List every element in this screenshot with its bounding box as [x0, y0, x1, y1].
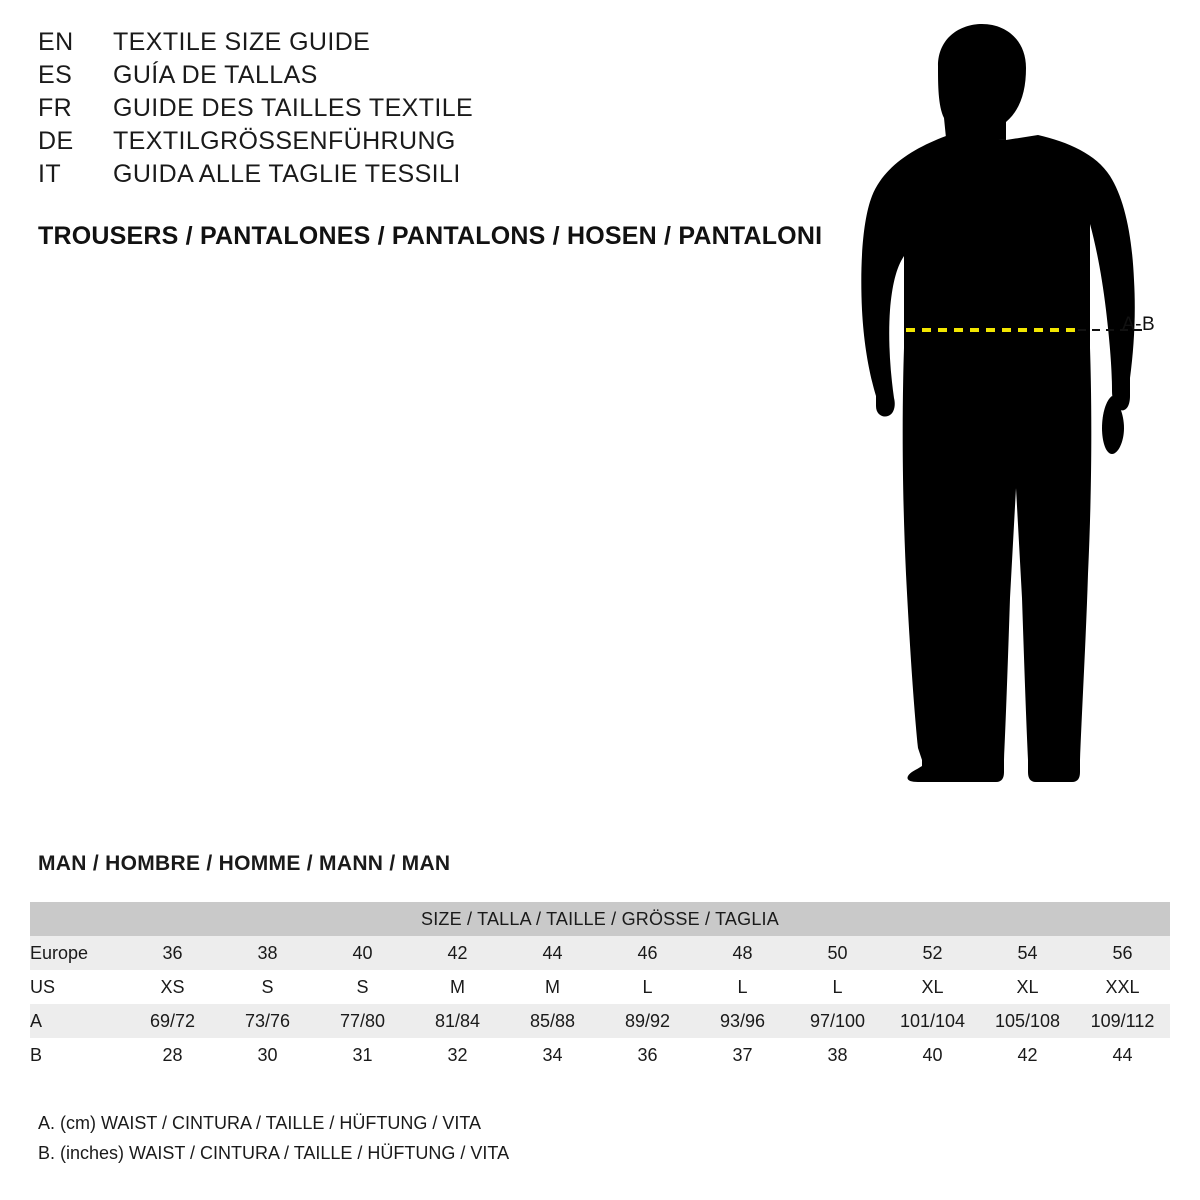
- table-cell: 36: [125, 936, 220, 970]
- table-cell: 50: [790, 936, 885, 970]
- table-cell: 36: [600, 1038, 695, 1072]
- table-cell: 89/92: [600, 1004, 695, 1038]
- table-row: [30, 936, 1170, 970]
- table-cell: 44: [1075, 1038, 1170, 1072]
- table-cell: 34: [505, 1038, 600, 1072]
- man-silhouette-icon: [810, 18, 1190, 798]
- table-cell: 42: [410, 936, 505, 970]
- table-cell: 52: [885, 936, 980, 970]
- table-cell: 46: [600, 936, 695, 970]
- figure-illustration: [810, 18, 1190, 798]
- table-cell: 30: [220, 1038, 315, 1072]
- table-cell: 73/76: [220, 1004, 315, 1038]
- row-label: B: [30, 1038, 125, 1072]
- language-code: ES: [38, 61, 73, 89]
- table-cell: 81/84: [410, 1004, 505, 1038]
- language-code: FR: [38, 94, 73, 122]
- table-row: [30, 1004, 1170, 1038]
- table-cell: L: [600, 970, 695, 1004]
- language-row: [38, 160, 798, 193]
- language-label: GUIDE DES TAILLES TEXTILE: [113, 94, 474, 122]
- table-cell: 69/72: [125, 1004, 220, 1038]
- table-cell: M: [410, 970, 505, 1004]
- table-cell: 97/100: [790, 1004, 885, 1038]
- table-cell: 77/80: [315, 1004, 410, 1038]
- language-row: [38, 28, 798, 61]
- table-cell: 38: [790, 1038, 885, 1072]
- table-cell: 44: [505, 936, 600, 970]
- table-cell: M: [505, 970, 600, 1004]
- table-cell: 28: [125, 1038, 220, 1072]
- table-cell: 38: [220, 936, 315, 970]
- section-title-man: MAN / HOMBRE / HOMME / MANN / MAN: [38, 852, 451, 875]
- size-table-wrapper: [30, 902, 1170, 1072]
- language-label: GUÍA DE TALLAS: [113, 61, 318, 89]
- language-code: IT: [38, 160, 62, 188]
- language-code: DE: [38, 127, 74, 155]
- table-row: [30, 970, 1170, 1004]
- table-cell: XS: [125, 970, 220, 1004]
- table-cell: 40: [885, 1038, 980, 1072]
- table-cell: 56: [1075, 936, 1170, 970]
- table-cell: XXL: [1075, 970, 1170, 1004]
- table-cell: S: [220, 970, 315, 1004]
- table-row: [30, 1038, 1170, 1072]
- row-label: US: [30, 970, 125, 1004]
- table-cell: 42: [980, 1038, 1075, 1072]
- table-cell: 105/108: [980, 1004, 1075, 1038]
- table-cell: 31: [315, 1038, 410, 1072]
- table-cell: 54: [980, 936, 1075, 970]
- table-cell: 109/112: [1075, 1004, 1170, 1038]
- language-title-block: [38, 28, 798, 193]
- language-row: [38, 61, 798, 94]
- language-label: TEXTILGRÖSSENFÜHRUNG: [113, 127, 456, 155]
- language-code: EN: [38, 28, 74, 56]
- measure-label-ab: A-B: [1122, 314, 1156, 335]
- table-cell: 40: [315, 936, 410, 970]
- footnote-a: A. (cm) WAIST / CINTURA / TAILLE / HÜFTUNG / VITA: [38, 1113, 482, 1133]
- table-cell: XL: [885, 970, 980, 1004]
- table-cell: 93/96: [695, 1004, 790, 1038]
- garment-type-label: TROUSERS / PANTALONES / PANTALONS / HOSEN / PANTALONI: [38, 222, 823, 250]
- table-cell: L: [790, 970, 885, 1004]
- table-cell: 85/88: [505, 1004, 600, 1038]
- footnote-b: B. (inches) WAIST / CINTURA / TAILLE / HÜFTUNG / VITA: [38, 1143, 510, 1163]
- table-header-label: SIZE / TALLA / TAILLE / GRÖSSE / TAGLIA: [30, 902, 1170, 936]
- table-cell: 32: [410, 1038, 505, 1072]
- footnotes-block: [38, 1108, 509, 1168]
- table-cell: XL: [980, 970, 1075, 1004]
- table-cell: 101/104: [885, 1004, 980, 1038]
- language-label: TEXTILE SIZE GUIDE: [113, 28, 371, 56]
- table-header-row: [30, 902, 1170, 936]
- language-row: [38, 94, 798, 127]
- table-cell: L: [695, 970, 790, 1004]
- row-label: A: [30, 1004, 125, 1038]
- row-label: Europe: [30, 936, 125, 970]
- size-table: [30, 902, 1170, 1072]
- table-cell: 37: [695, 1038, 790, 1072]
- language-row: [38, 127, 798, 160]
- table-cell: 48: [695, 936, 790, 970]
- table-cell: S: [315, 970, 410, 1004]
- language-label: GUIDA ALLE TAGLIE TESSILI: [113, 160, 461, 188]
